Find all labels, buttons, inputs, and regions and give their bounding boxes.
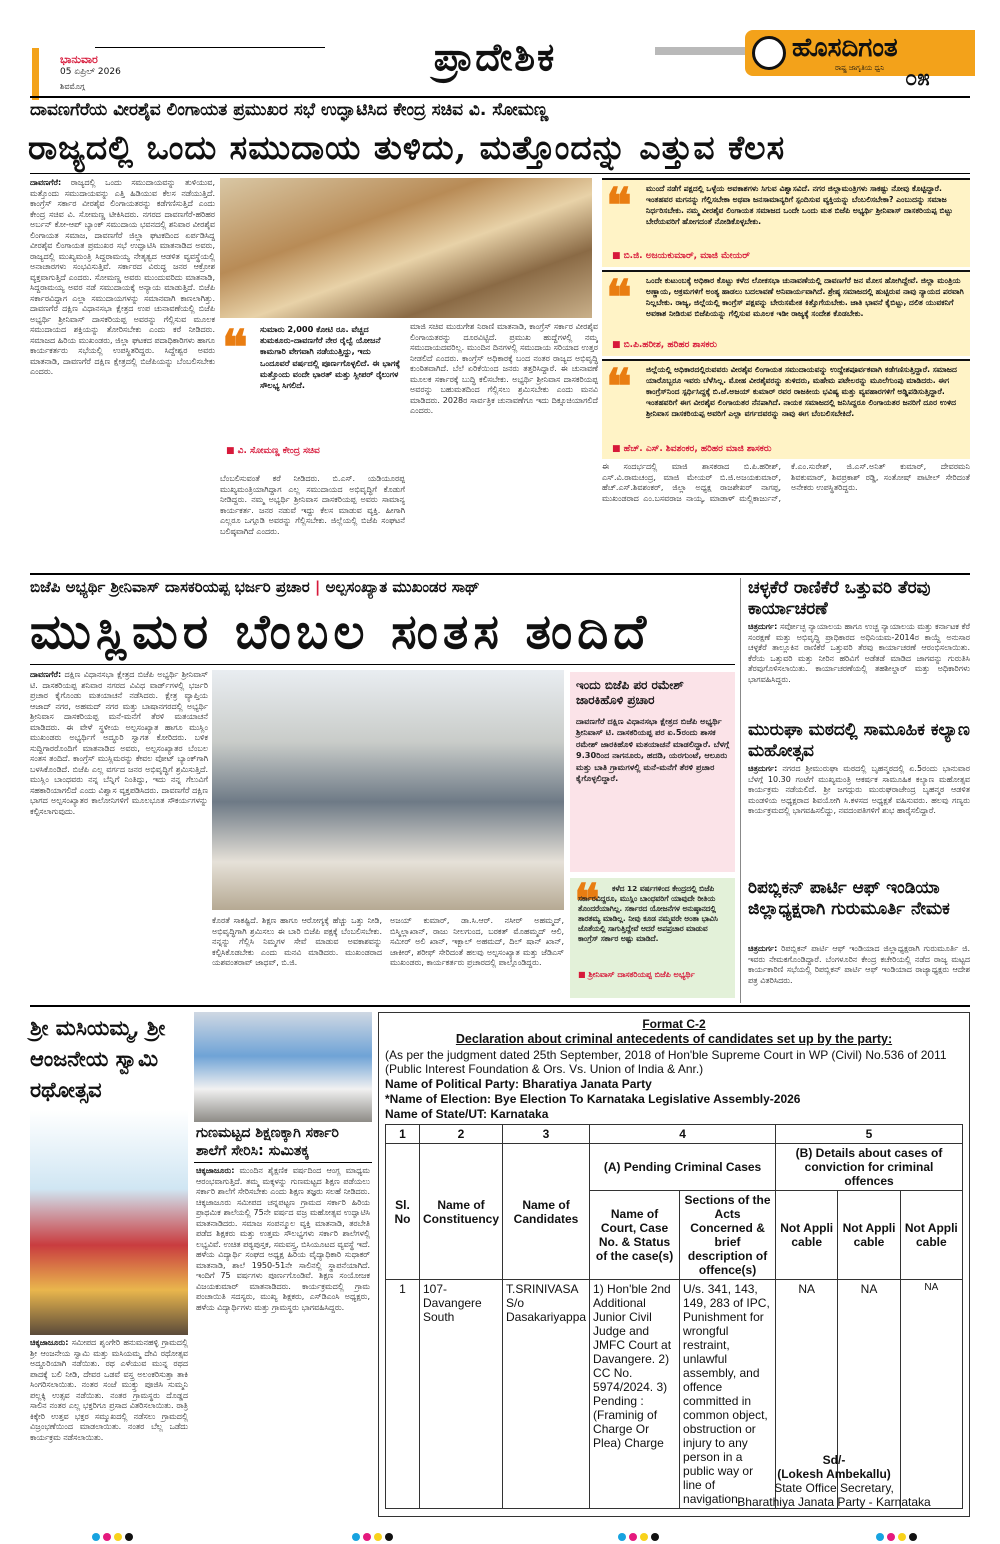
row-sections: U/s. 341, 143, 149, 283 of IPC, Punishment for wrongful restraint, unlawful assembly, and offence committed in common object, obstruction or injury to any person in a public way or line of navigation.: [680, 1280, 776, 1509]
sidebar-story2-title: ಮುರುಘಾ ಮಠದಲ್ಲಿ ಸಾಮೂಹಿಕ ಕಲ್ಯಾಣ ಮಹೋತ್ಸವ: [748, 720, 970, 761]
sidebar-story3-text: ರಿಪಬ್ಲಿಕನ್ ಪಾರ್ಟಿ ಆಫ್ ಇಂಡಿಯಾದ ಜಿಲ್ಲಾಧ್ಯಕ್ಷರಾಗಿ ಗುರುಮೂರ್ತಿ ಜಿ. ಇವರು ನೇಮಕಗೊಂಡಿದ್ದಾರೆ. ಬೆಂಗಳೂರಿನ ಕೇಂದ್ರ ಕಚೇರಿಯಲ್ಲಿ ನಡೆದ ರಾಜ್ಯ ಮಟ್ಟದ ಕಾರ್ಯಕಾರಿಣಿ ಸಭೆಯಲ್ಲಿ ರಿಪಬ್ಲಿಕನ್ ಪಾರ್ಟಿ ಆಫ್ ಇಂಡಿಯಾದ ರಾಜ್ಯಾಧ್ಯಕ್ಷರು ಆದೇಶ ಪತ್ರ ವಿತರಿಸಿದರು.: [748, 944, 970, 985]
sidebar-story3-title: ರಿಪಬ್ಲಿಕನ್ ಪಾರ್ಟಿ ಆಫ್ ಇಂಡಿಯಾ ಜಿಲ್ಲಾಧ್ಯಕ್ಷರಾಗಿ ಗುರುಮೂರ್ತಿ ನೇಮಕ: [748, 878, 950, 919]
brand-tagline: ರಾಷ್ಟ್ರ ಜಾಗೃತಿಯ ಧ್ವನಿ: [835, 64, 885, 72]
rathotsava-photo: [30, 1110, 188, 1335]
legal-notice: [378, 1012, 970, 1517]
row-sl: 1: [386, 1280, 420, 1509]
row-constituency: 107-Davangere South: [420, 1280, 503, 1509]
header-dateline: [60, 54, 121, 78]
lead-body-col2: ಬೆಂಬಲಿಸುವಂತೆ ಕರೆ ನೀಡಿದರು. ಬಿ.ಎಸ್. ಯಡಿಯೂರಪ್ಪ ಮುಖ್ಯಮಂತ್ರಿಯಾಗಿದ್ದಾಗ ಎಲ್ಲ ಸಮುದಾಯದ ಅಭಿವೃದ್ಧಿಗೆ ಕೊಡುಗೆ ನೀಡಿದ್ದರು. ನಮ್ಮ ಅಭ್ಯರ್ಥಿ ಶ್ರೀನಿವಾಸ ದಾಸಕರಿಯಪ್ಪ ಅವರು ಸಾಮಾನ್ಯ ಕಾರ್ಯಕರ್ತ. ಜನರ ನಡುವೆ ಇದ್ದು ಕೆಲಸ ಮಾಡುವ ವ್ಯಕ್ತಿ. ಹೀಗಾಗಿ ಎಲ್ಲರೂ ಒಗ್ಗೂಡಿ ಅವರನ್ನು ಗೆಲ್ಲಿಸಬೇಕು. ಜಿಲ್ಲೆಯಲ್ಲಿ ಬಿಜೆಪಿ ಸಂಘಟನೆ ಬಲಿಷ್ಠವಾಗಿದೆ ಎಂದರು.: [220, 474, 405, 536]
row-na-2: NA: [838, 1280, 900, 1509]
header-court: Name of Court, Case No. & Status of the case(s): [590, 1191, 680, 1280]
legal-signer: (Lokesh Ambekallu): [777, 1467, 891, 1481]
quote-2-author: ■ ಬಿ.ಪಿ.ಹರೀಶ, ಹರಿಹರ ಶಾಸಕರು: [612, 340, 718, 350]
quote-2-text: ಒಂದೇ ಕುಟುಂಬಕ್ಕೆ ಅಧಿಕಾರ ಕೊಟ್ಟು ಕಳೆದ ಲೋಕಸಭಾ ಚುನಾವಣೆಯಲ್ಲಿ ದಾವಣಗೆರೆ ಜನ ಮೋಸ ಹೋಗಿದ್ದೇವೆ. ಜಿಲ್ಲಾ ಮಂತ್ರಿಯ ಅಣ್ಣಾಯ, ಅಕ್ರಮಗಳಿಗೆ ಅಂತ್ಯ ಹಾಡಲು ಬದಲಾವಣೆ ಅನಿವಾರ್ಯವಾಗಿದೆ. ಶ್ರೇಷ್ಠ ಸಮಾಜದಲ್ಲಿ ಹುಟ್ಟಿರುವ ನಾವು ನ್ಯಾಯದ ಪರವಾಗಿ ನಿಲ್ಲಬೇಕು. ರಾಜ್ಯ, ಜಿಲ್ಲೆಯಲ್ಲಿ ಕಾಂಗ್ರೆಸ್ ಪಕ್ಷವನ್ನು ಬೇರುಸಮೇತ ಕಿತ್ತೊಗೆಯಬೇಕು. ಜಾತಿ ಭಾವನೆ ಕೈಬಿಟ್ಟು, ದಲಿತ ಯುವಕನಿಗೆ ಅವಕಾಶ ನೀಡಿರುವ ಬಿಜೆಪಿಯನ್ನು ಗೆಲ್ಲಿಸುವ ಮೂಲಕ ಇಡೀ ರಾಜ್ಯಕ್ಕೆ ಸಂದೇಶ ಕೊಡಬೇಕು.: [646, 276, 964, 318]
lead-body-col4: ಈ ಸಂದರ್ಭದಲ್ಲಿ ಮಾಜಿ ಶಾಸಕರಾದ ಬಿ.ಪಿ.ಹರೀಶ್, ಎಸ್.ವಿ.ರಾಮಚಂದ್ರ, ಮಾಜಿ ಮೇಯರ್ ಬಿ.ಜಿ.ಅಜಯಕುಮಾರ್, ಹೆಚ್.ಎಸ್.ಶಿವಶಂಕರ್, ಜಿಲ್ಲಾ ಅಧ್ಯಕ್ಷ ರಾಜಶೇಖರ್ ನಾಗಪ್ಪ, ಮುಖಂಡರಾದ ಎಂ.ಬಸವರಾಜ ನಾಯ್ಕ, ಮಾಡಾಳ್ ಮಲ್ಲಿಕಾರ್ಜುನ್, ಕೆ.ಎಂ.ಸುರೇಶ್, ಜಿ.ಎಸ್.ಅನಿತ್ ಕುಮಾರ್, ದೇವರಮನಿ ಶಿವಕುಮಾರ್, ಶಿವಪ್ರಕಾಶ್ ರಡ್ಡಿ, ಸಂತೋಷ್ ಪಾಟೀಲ್ ಸೇರಿದಂತೆ ಅನೇಕರು ಉಪಸ್ಥಿತರಿದ್ದರು.: [602, 462, 970, 503]
registration-marks-center: [352, 1526, 396, 1544]
legal-table-num-row: [386, 1125, 963, 1144]
header-na-1: Not Appli cable: [776, 1191, 838, 1280]
lead-bottom-rule: [30, 573, 970, 575]
school-body: [196, 1166, 370, 1518]
registration-marks-right: [876, 1526, 920, 1544]
row-na-1: NA: [776, 1280, 838, 1509]
story2-body-1: ದಕ್ಷಿಣ ವಿಧಾನಸಭಾ ಕ್ಷೇತ್ರದ ಬಿಜೆಪಿ ಅಭ್ಯರ್ಥಿ ಶ್ರೀನಿವಾಸ್ ಟಿ. ದಾಸಕರಿಯಪ್ಪ ಶನಿವಾರ ನಗರದ ವಿವಿಧ ವಾರ್ಡ್‌ಗಳಲ್ಲಿ ಭರ್ಜರಿ ಪ್ರಚಾರ ಕೈಗೊಂಡು ಮತಯಾಚನೆ ನಡೆಸಿದರು. ಕ್ಷೇತ್ರ ವ್ಯಾಪ್ತಿಯ ಆಜಾದ್ ನಗರ, ಅಹಮದ್ ನಗರ ಮತ್ತು ಬಾಷಾನಗರದಲ್ಲಿ ಅಭ್ಯರ್ಥಿ ಶ್ರೀನಿವಾಸ ದಾಸಕರಿಯಪ್ಪ ಮನೆ-ಮನೆಗೆ ತೆರಳಿ ಮತಯಾಚನೆ ಮಾಡಿದರು. ಈ ವೇಳೆ ಸ್ಥಳೀಯ ಅಲ್ಪಸಂಖ್ಯಾತ ಹಾಗೂ ಮುಸ್ಲಿಂ ಮುಖಂಡರು ಅಭ್ಯರ್ಥಿಗೆ ಅದ್ಧೂರಿ ಸ್ವಾಗತ ಕೋರಿದರು. ಬಳಿಕ ಸುದ್ದಿಗಾರರೊಂದಿಗೆ ಮಾತನಾಡಿದ ಅವರು, ಅಲ್ಪಸಂಖ್ಯಾತರ ಬೆಂಬಲ ಸಂತಸ ತಂದಿದೆ. ಕಾಂಗ್ರೆಸ್ ಮುಸ್ಲಿಮರನ್ನು ಕೇವಲ ವೋಟ್ ಬ್ಯಾಂಕ್‌ಗಾಗಿ ಬಳಸಿಕೊಂಡಿದೆ. ಬಿಜೆಪಿ ಎಲ್ಲ ವರ್ಗದ ಜನರ ಅಭಿವೃದ್ಧಿಗೆ ಶ್ರಮಿಸುತ್ತಿದೆ. ಮುಸ್ಲಿಂ ಬಾಂಧವರು ನನ್ನ ಬೆನ್ನಿಗೆ ನಿಂತಿದ್ದು, ಇದು ನನ್ನ ಗೆಲುವಿಗೆ ಸಹಕಾರಿಯಾಗಲಿದೆ ಎಂದು ವಿಶ್ವಾಸ ವ್ಯಕ್ತಪಡಿಸಿದರು. ದಾವಣಗೆರೆ ದಕ್ಷಿಣ ಭಾಗದ ಅಲ್ಪಸಂಖ್ಯಾತರ ಕಾಲೋನಿಗಳಿಗೆ ಮೂಲಭೂತ ಸೌಕರ್ಯಗಳನ್ನು ಕಲ್ಪಿಸಲಾಗುವುದು.: [30, 670, 208, 816]
quote-box-3: [602, 359, 970, 459]
rathotsava-title: ಶ್ರೀ ಮಸಿಯಮ್ಮ, ಶ್ರೀ ಆಂಜನೇಯ ಸ್ವಾಮಿ ರಥೋತ್ಸವ: [30, 1015, 166, 1102]
header-bottom-rule: [30, 96, 970, 98]
sidebar-story1-place: ಚಿತ್ರದುರ್ಗ:: [748, 622, 778, 631]
story2-photo: [212, 670, 564, 910]
rathotsava-text: ಸಮೀಪದ ಶೃಂಗೇರಿ ಹನುಮನಹಳ್ಳಿ ಗ್ರಾಮದಲ್ಲಿ ಶ್ರೀ ಆಂಜನೇಯ ಸ್ವಾಮಿ ಮತ್ತು ಮಸಿಯಮ್ಮ ದೇವಿ ರಥೋತ್ಸವ ಅದ್ದೂರಿಯಾಗಿ ನಡೆಯಿತು. ರಥ ಎಳೆಯುವ ಮುನ್ನ ರಥದ ಪಾದಕ್ಕೆ ಬಲಿ ನೀಡಿ, ದೇವರ ಒಡವೆ ವಸ್ತ್ರ ಅಲಂಕರಿಸುತ್ತಾ ತಾಕಿ ಸಿಂಗರಿಸಲಾಯಿತು. ನಂತರ ಸಂಜೆ ಮುಕ್ತ್ತು ಪೂಜಿಸಿ ಸುಮ್ಮನಿ ಪಲ್ಲಕ್ಕಿ ಉತ್ಸವ ನಡೆಯಿತು. ನಂತರ ಗ್ರಾಮಸ್ಥರು ದೊಡ್ಡದ ಸಾಲಿನ ನಂತರ ಎಲ್ಲ ಭಕ್ತರಿಗೂ ಪ್ರಸಾದ ವಿತರಿಸಲಾಯಿತು. ರಾತ್ರಿ ಕಿಕ್ಕೇರಿ ಉತ್ತವ ಭಕ್ತರ ಸಮ್ಮುಖದಲ್ಲಿ ನಡೆಸಲು ಗ್ರಾಮದಲ್ಲಿ ವಿಜ್ರಂಭಣೆಯಿಂದ ಮಾಡಲಾಯಿತು. ನಂತರ ಬೆಲ್ಲ ಒಡೆದು ಕಾರ್ಯಕ್ರಮ ನಡೆಸಲಾಯಿತು.: [30, 1338, 188, 1442]
legal-state: Name of State/UT: Karnataka: [385, 1107, 549, 1121]
header-constituency: Name of Constituency: [420, 1144, 503, 1280]
lead-headline-rule: [30, 173, 970, 174]
quote-mark-icon: ❝: [222, 320, 248, 376]
story2-headline-rule: [30, 664, 735, 665]
story2-body-col1: [30, 670, 208, 1000]
header-candidates: Name of Candidates: [503, 1144, 590, 1280]
legal-election: *Name of Election: Bye Election To Karnataka Legislative Assembly-2026: [385, 1092, 801, 1106]
sidebar-divider: [740, 578, 741, 1003]
sidebar-story1-text: ಸರ್ವೋಚ್ಛ ನ್ಯಾಯಾಲಯ ಹಾಗೂ ಉಚ್ಚ ನ್ಯಾಯಾಲಯ ಮತ್ತು ಕರ್ನಾಟಕ ಕೆರೆ ಸಂರಕ್ಷಣೆ ಮತ್ತು ಅಭಿವೃದ್ಧಿ ಪ್ರಾಧಿಕಾರದ ಅಧಿನಿಯಮ-2014ರ ಕಾಯ್ದೆ ಅನುಸಾರ ಚಳ್ಳಕೆರೆ ತಾಲ್ಲೂಕಿನ ರಾಣಿಕೆರೆ ಒತ್ತುವರಿ ತೆರವು ಕಾರ್ಯಾಚರಣೆ ಆರಂಭಿಸಲಾಯಿತು. ಕೆರೆಯ ಒತ್ತುವರಿ ಮತ್ತು ನೀರಿನ ಹರಿವಿಗೆ ಅಡೆತಡೆ ಮಾಡಿದ ಜಾಗವನ್ನು ಗುರುತಿಸಿ ತೆರವುಗೊಳಿಸಲಾಯಿತು. ಕಾರ್ಯಾಚರಣೆಯಲ್ಲಿ ತಹಶೀಲ್ದಾರ್ ಮತ್ತು ಅಧಿಕಾರಿಗಳು ಭಾಗವಹಿಸಿದ್ದರು.: [748, 622, 970, 684]
header-sections: Sections of the Acts Concerned & brief description of offence(s): [680, 1191, 776, 1280]
school-title-rule: [194, 1162, 372, 1163]
legal-org: Bharathiya Janata Party - Karnataka: [737, 1495, 931, 1509]
lead-body-1: ರಾಜ್ಯದಲ್ಲಿ ಒಂದು ಸಮುದಾಯವನ್ನು ತುಳಿಯುವ, ಮತ್ತೊಂದು ಸಮುದಾಯವನ್ನು ಎತ್ತಿ ಹಿಡಿಯುವ ಕೆಲಸ ನಡೆಯುತ್ತಿದೆ. ಕಾಂಗ್ರೆಸ್ ಸರ್ಕಾರ ವೀರಶೈವ ಲಿಂಗಾಯತರನ್ನು ಕಡೆಗಣಿಸುತ್ತಿದೆ ಎಂದು ಕೇಂದ್ರ ಸಚಿವ ವಿ. ಸೋಮಣ್ಣ ಟೀಕಿಸಿದರು. ನಗರದ ದಾವಣಗೆರೆ-ಹರಿಹರ ಅರ್ಬನ್ ಕೋ-ಆಪ್ ಬ್ಯಾಂಕ್ ಸಮುದಾಯ ಭವನದಲ್ಲಿ ಶನಿವಾರ ವೀರಶೈವ ಲಿಂಗಾಯತ ಸಮಾಜ, ದಾವಣಗೆರೆ ಜಿಲ್ಲಾ ಘಟಕದಿಂದ ಏರ್ಪಡಿಸಿದ್ದ ವೀರಶೈವ ಲಿಂಗಾಯತ ಪ್ರಮುಖರ ಸಭೆ ಉದ್ಘಾಟಿಸಿ ಮಾತನಾಡಿದ ಅವರು, ರಾಜ್ಯದಲ್ಲಿ ಮುಖ್ಯಮಂತ್ರಿ ಸಿದ್ದರಾಮಯ್ಯ ನೇತೃತ್ವದ ಆಡಳಿತ ವ್ಯವಸ್ಥೆಯಲ್ಲಿ ಅನಾಚಾರಗಳು ಸಂಭವಿಸುತ್ತಿವೆ. ಸರ್ಕಾರದ ವಿರುದ್ಧ ಜನರ ಆಕ್ರೋಶ ವ್ಯಕ್ತವಾಗುತ್ತಿದೆ ಎಂದರು. ಸೋಮಣ್ಣ ಅವರು ಮುಂದುವರಿದು ಮಾತನಾಡಿ, ಸಿದ್ದರಾಮಯ್ಯ ಅವರ ನಡೆ ಸಮುದಾಯಕ್ಕೆ ಅನ್ಯಾಯ ಮಾಡುತ್ತಿದೆ. ಬಿಜೆಪಿ ಸರ್ಕಾರವಿದ್ದಾಗ ಎಲ್ಲಾ ಸಮುದಾಯಗಳನ್ನು ಸಮಾನವಾಗಿ ಕಾಣಲಾಗಿತ್ತು. ದಾವಣಗೆರೆ ದಕ್ಷಿಣ ವಿಧಾನಸಭಾ ಕ್ಷೇತ್ರದ ಉಪ ಚುನಾವಣೆಯಲ್ಲಿ ಬಿಜೆಪಿ ಅಭ್ಯರ್ಥಿ ಶ್ರೀನಿವಾಸ್ ದಾಸಕರಿಯಪ್ಪ ಅವರನ್ನು ಗೆಲ್ಲಿಸುವ ಮೂಲಕ ಸಮುದಾಯದ ಶಕ್ತಿಯನ್ನು ತೋರಿಸಬೇಕು ಎಂದು ಕರೆ ನೀಡಿದರು. ಸಮಾಜದ ಹಿರಿಯ ಮುಖಂಡರು, ಜಿಲ್ಲಾ ಘಟಕದ ಪದಾಧಿಕಾರಿಗಳು ಹಾಗೂ ಕಾರ್ಯಕರ್ತರು ಸಭೆಯಲ್ಲಿ ಉಪಸ್ಥಿತರಿದ್ದರು. ಸಿದ್ದೇಶ್ವರ ಅವರು ಮಾತನಾಡಿ, ದಾವಣಗೆರೆ ದಕ್ಷಿಣ ಕ್ಷೇತ್ರದಲ್ಲಿ ಬಿಜೆಪಿಯನ್ನು ಬೆಂಬಲಿಸಬೇಕು ಎಂದರು.: [30, 178, 215, 376]
story2-kicker-b: ಅಲ್ಪಸಂಖ್ಯಾತ ಮುಖಂಡರ ಸಾಥ್: [325, 578, 480, 596]
rathotsava-body: [30, 1338, 188, 1518]
legal-table-group-row: [386, 1144, 963, 1191]
pink-box: [570, 672, 735, 872]
quote-1-text: ಮುಂದೆ ನಡೆಗೆ ಪಕ್ಷದಲ್ಲಿ ಒಳ್ಳೆಯ ಅವಕಾಶಗಳು ಸಿಗುವ ವಿಶ್ವಾಸವಿದೆ. ನಗರ ಜಿಲ್ಲಾಮಂತ್ರಿಗಳು ಸಾಕಷ್ಟು ನೋವು ಕೊಟ್ಟಿದ್ದಾರೆ. ಇಂತಹವರ ಮಗನನ್ನು ಗೆಲ್ಲಿಸಬೇಕಾ ಅಥವಾ ಜನಸಾಮಾನ್ಯರಿಗೆ ಸ್ಪಂದಿಸುವ ವ್ಯಕ್ತಿಯನ್ನು ಬೆಂಬಲಿಸಬೇಕಾ? ಎಂಬುದನ್ನು ಸಮಾಜ ನಿರ್ಧರಿಸಬೇಕು. ನಮ್ಮ ವೀರಶೈವ ಲಿಂಗಾಯತ ಸಮಾಜದ ಒಂದೇ ಒಂದು ಮತ ಬಿಜೆಪಿ ಅಭ್ಯರ್ಥಿ ಶ್ರೀನಿವಾಸ್ ದಾಸಕರಿಯಪ್ಪ ಬಿಟ್ಟು ಬೇರೆಯವರಿಗೆ ಹೋಗದಂತೆ ನೋಡಿಕೊಳ್ಳಬೇಕು.: [646, 184, 953, 226]
quote-mark-icon: ❝: [574, 874, 600, 930]
header-sl: Sl. No: [386, 1144, 420, 1280]
school-place: ಚಿಕ್ಕಜಾಜೂರು:: [196, 1166, 235, 1175]
col-num-5: 5: [776, 1125, 963, 1144]
header-gray-bar: [655, 47, 745, 55]
legal-table: [385, 1124, 963, 1509]
lead-quote-box: [220, 322, 405, 472]
page-number: ೦೫: [905, 66, 930, 91]
registration-marks-mid: [618, 1526, 662, 1544]
header-city: ಶಿವಮೊಗ್ಗ: [60, 82, 85, 91]
col-num-3: 3: [503, 1125, 590, 1144]
story2-kicker-sep: |: [314, 578, 326, 596]
lead-photo: [220, 178, 592, 318]
lead-place: ದಾವಣಗೆರೆ:: [30, 178, 62, 187]
quote-3-text: ಜಿಲ್ಲೆಯಲ್ಲಿ ಅಧಿಕಾರದಲ್ಲಿರುವವರು ವೀರಶೈವ ಲಿಂಗಾಯತ ಸಮುದಾಯವನ್ನು ಉದ್ದೇಶಪೂರ್ವಕವಾಗಿ ಕಡೆಗಣಿಸುತ್ತಿದ್ದಾರೆ. ಸಮಾಜದ ಯಾರೊಬ್ಬರೂ ಇವರು ಬೆಳೆಸಿಲ್ಲ. ಮೋಹ ವೀರಶೈವರನ್ನು ತುಳಿದರು, ಮಹೇಮ ಪಟೇಲರನ್ನು ಮೂಲೆಗುಂಪು ಮಾಡಿದರು. ಈಗ ಕಾಂಗ್ರೆಸ್‌ನಿಂದ ಸ್ಪರ್ಧಿಸಿದ್ದಕ್ಕೆ ಬಿ.ಜೆ.ಅಜಯ್ ಕುಮಾರ್ ರವರ ರಾಜಕೀಯ ಭವಿಷ್ಯ ಮತ್ತು ವ್ಯವಹಾರಗಳಿಗೆ ಅಡ್ಡಿಪಡಿಸುತ್ತಿದ್ದಾರೆ. ಇಂತಹವರಿಗೆ ಈಗ ವೀರಶೈವ ಲಿಂಗಾಯತರ ನೆನಪಾಗಿದೆ. ನಾಯಕ ಸಮಾಜದಲ್ಲಿ ಜನಿಸಿದ್ದರೂ ಲಿಂಗಾಯತರ ಜನರಿಗೆ ದೂರ ಉಳಿದ ಶ್ರೀನಿವಾಸ ದಾಸಕರಿಯಪ್ಪ ಅವರಿಗೆ ಎಲ್ಲಾ ವರ್ಗದವರನ್ನು ನಾವು ಈಗ ಬೆಂಬಲಿಸಬೇಕಿದೆ.: [646, 365, 957, 418]
header-na-3: Not Appli cable: [900, 1191, 962, 1280]
quote-mark-icon: ❝: [606, 178, 632, 234]
header-na-2: Not Appli cable: [838, 1191, 900, 1280]
story2-place: ದಾವಣಗೆರೆ:: [30, 670, 62, 679]
quote-box-1: [602, 178, 970, 267]
story2-headline: ಮುಸ್ಲಿಮರ ಬೆಂಬಲ ಸಂತಸ ತಂದಿದೆ: [30, 604, 652, 660]
rathotsava-place: ಚಿಕ್ಕಜಾಜೂರು:: [30, 1338, 69, 1347]
sidebar-story2-place: ಚಿತ್ರದುರ್ಗ:: [748, 764, 778, 773]
col-num-2: 2: [420, 1125, 503, 1144]
quote-3-author: ■ ಹೆಚ್. ಎಸ್. ಶಿವಶಂಕರ, ಹರಿಹರ ಮಾಜಿ ಶಾಸಕರು: [612, 444, 772, 454]
header-top-rule: [95, 47, 325, 48]
row-candidate: T.SRINIVASA S/o Dasakariyappa: [503, 1280, 590, 1509]
sidebar-story3-body: [748, 944, 970, 1002]
brand-name: ಹೊಸದಿಗಂತ: [792, 33, 898, 63]
green-box: [570, 874, 735, 998]
brand-logo-icon: [752, 36, 786, 70]
row-na-3: NA: [900, 1280, 962, 1509]
story2-kicker-a: ಬಿಜೆಪಿ ಅಭ್ಯರ್ಥಿ ಶ್ರೀನಿವಾಸ್ ದಾಸಕರಿಯಪ್ಪ ಭರ್ಜರಿ ಪ್ರಚಾರ: [30, 578, 310, 596]
story2-bottom-rule: [30, 1005, 970, 1007]
lead-headline: ರಾಜ್ಯದಲ್ಲಿ ಒಂದು ಸಮುದಾಯ ತುಳಿದು, ಮತ್ತೊಂದನ್ನು ಎತ್ತುವ ಕೆಲಸ: [28, 128, 786, 167]
registration-marks-left: [92, 1526, 136, 1544]
legal-judgment: (As per the judgment dated 25th September, 2018 of Hon'ble Supreme Court in WP (Civil) No.536 of 2011 (Public Interest Foundation & Ors. Vs. Union of India & Anr.): [385, 1048, 947, 1076]
col-num-1: 1: [386, 1125, 420, 1144]
lead-body-col3: ಮಾಜಿ ಸಚಿವ ಮುರುಗೇಶ ನಿರಾಣಿ ಮಾತನಾಡಿ, ಕಾಂಗ್ರೆಸ್ ಸರ್ಕಾರ ವೀರಶೈವ ಲಿಂಗಾಯತರನ್ನು ದೂರವಿಟ್ಟಿದೆ. ಪ್ರಮುಖ ಹುದ್ದೆಗಳಲ್ಲಿ ನಮ್ಮ ಸಮುದಾಯದವರಿಲ್ಲ. ಮುಂದಿನ ದಿನಗಳಲ್ಲಿ ಸಮುದಾಯ ಸರಿಯಾದ ಉತ್ತರ ನೀಡಲಿದೆ ಎಂದರು. ಕಾಂಗ್ರೆಸ್ ಅಧಿಕಾರಕ್ಕೆ ಬಂದ ನಂತರ ರಾಜ್ಯದ ಅಭಿವೃದ್ಧಿ ಕುಂಠಿತವಾಗಿದೆ. ಬೆಲೆ ಏರಿಕೆಯಿಂದ ಜನರು ತತ್ತರಿಸಿದ್ದಾರೆ. ಈ ಚುನಾವಣೆ ಮೂಲಕ ಸರ್ಕಾರಕ್ಕೆ ಬುದ್ಧಿ ಕಲಿಸಬೇಕು. ಅಭ್ಯರ್ಥಿ ಶ್ರೀನಿವಾಸ ದಾಸಕರಿಯಪ್ಪ ಅವರನ್ನು ಬಹುಮತದಿಂದ ಗೆಲ್ಲಿಸಲು ಶ್ರಮಿಸಬೇಕು ಎಂದು ಮನವಿ ಮಾಡಿದರು. 2028ರ ಸಾರ್ವತ್ರಿಕ ಚುನಾವಣೆಗೂ ಇದು ದಿಕ್ಸೂಚಿಯಾಗಲಿದೆ ಎಂದರು.: [410, 322, 598, 415]
col-num-4: 4: [590, 1125, 776, 1144]
quote-box-2: [602, 270, 970, 356]
story2-kicker: [30, 578, 735, 596]
legal-signature: [709, 1453, 959, 1509]
lead-quote-text: ಸುಮಾರು 2,000 ಕೋಟಿ ರೂ. ವೆಚ್ಚದ ತುಮಕೂರು-ದಾವಣಗೆರೆ ನೇರ ರೈಲ್ವೆ ಯೋಜನೆ ಕಾಮಗಾರಿ ವೇಗವಾಗಿ ನಡೆಯುತ್ತಿದ್ದು, ಇದು ಒಂದೂವರೆ ವರ್ಷದಲ್ಲಿ ಪೂರ್ಣಗೊಳ್ಳಲಿದೆ. ಈ ಭಾಗಕ್ಕೆ ಮತ್ತೊಂದು ವಂದೇ ಭಾರತ್ ಮತ್ತು ಸ್ಲೀಪರ್ ರೈಲುಗಳ ಸೌಲಭ್ಯ ಸಿಗಲಿದೆ.: [260, 324, 401, 391]
green-box-author: ■ ಶ್ರೀನಿವಾಸ್ ದಾಸಕರಿಯಪ್ಪ ಬಿಜೆಪಿ ಅಭ್ಯರ್ಥಿ: [578, 970, 695, 979]
lead-quote-author: ■ ವಿ. ಸೋಮಣ್ಣ ಕೇಂದ್ರ ಸಚಿವ: [226, 446, 320, 456]
sidebar-story1-body: [748, 622, 970, 718]
legal-sd: Sd/-: [822, 1453, 846, 1467]
quote-mark-icon: ❝: [606, 270, 632, 326]
legal-title: Declaration about criminal antecedents of candidates set up by the party:: [455, 1032, 893, 1046]
legal-designation: State Office Secretary,: [774, 1481, 894, 1495]
group-a-header: (A) Pending Criminal Cases: [590, 1144, 776, 1191]
quote-mark-icon: ❝: [606, 359, 632, 415]
section-title: ಪ್ರಾದೇಶಿಕ: [433, 34, 557, 79]
row-court: 1) Hon'ble 2nd Additional Junior Civil Judge and JMFC Court at Davangere. 2) CC No. 5974/2024. 3) Pending : (Framinig of Charge Or Plea) Charge: [590, 1280, 680, 1509]
quote-1-author: ■ ಬಿ.ಜಿ. ಅಜಯಕುಮಾರ್, ಮಾಜಿ ಮೇಯರ್: [612, 251, 750, 261]
sidebar-story3-place: ಚಿತ್ರದುರ್ಗ:: [748, 944, 778, 953]
legal-format: Format C-2: [642, 1017, 706, 1031]
sidebar-story1-title: ಚಳ್ಳಕೆರೆ ರಾಣಿಕೆರೆ ಒತ್ತುವರಿ ತೆರವು ಕಾರ್ಯಾಚರಣೆ: [748, 578, 931, 619]
header-date: 05 ಏಪ್ರಿಲ್ 2026: [60, 67, 121, 77]
header-left-rule: [32, 48, 39, 100]
header-day: ಭಾನುವಾರ: [60, 53, 98, 66]
school-text: ಮುಂದಿನ ಶೈಕ್ಷಣಿಕ ವರ್ಷದಿಂದ ಆಂಗ್ಲ ಮಾಧ್ಯಮ ಆರಂಭವಾಗುತ್ತಿದೆ. ತಮ್ಮ ಮಕ್ಕಳನ್ನು ಗುಣಮಟ್ಟದ ಶಿಕ್ಷಣ ಪಡೆಯಲು ಸರ್ಕಾರಿ ಶಾಲೆಗೆ ಸೇರಿಸಬೇಕು ಎಂದು ಶಿಕ್ಷಣ ತಜ್ಞರು ಸಲಹೆ ನೀಡಿದರು. ಚಿಕ್ಕಜಾಜೂರು ಸಮೀಪದ ಚನ್ನಪಟ್ಟಣ ಗ್ರಾಮದ ಸರ್ಕಾರಿ ಹಿರಿಯ ಪ್ರಾಥಮಿಕ ಶಾಲೆಯಲ್ಲಿ 75ನೇ ವರ್ಷದ ವಜ್ರ ಮಹೋತ್ಸವ ಉದ್ಘಾಟಿಸಿ ಮಾತನಾಡಿದರು. ಸಮಾಜ ಸಂಪನ್ಮೂಲ ವ್ಯಕ್ತಿ ಮಾತನಾಡಿ, ತರಬೇತಿ ಪಡೆದ ಶಿಕ್ಷಕರು ಮತ್ತು ಉತ್ತಮ ಸೌಲಭ್ಯಗಳು ಸರ್ಕಾರಿ ಶಾಲೆಗಳಲ್ಲಿ ಲಭ್ಯವಿವೆ. ಉಚಿತ ಪಠ್ಯಪುಸ್ತಕ, ಸಮವಸ್ತ್ರ, ಬಿಸಿಯೂಟದ ವ್ಯವಸ್ಥೆ ಇದೆ. ಹಳೆಯ ವಿದ್ಯಾರ್ಥಿ ಸಂಘದ ಅಧ್ಯಕ್ಷ ಹಿರಿಯ ವೈದ್ಯಾಧಿಕಾರಿ ಸುಧಾಕರ್ ಮಾತನಾಡಿ, ಶಾಲೆ 1950-51ನೇ ಸಾಲಿನಲ್ಲಿ ಸ್ಥಾಪನೆಯಾಗಿದೆ. ಇಂದಿಗೆ 75 ವರ್ಷಗಳು ಪೂರ್ಣಗೊಂಡಿವೆ. ಶಿಕ್ಷಣ ಸಂಯೋಜಕ ವಿಜಯಕುಮಾರ್ ಮಾತನಾಡಿದರು. ಕಾರ್ಯಕ್ರಮದಲ್ಲಿ ಗ್ರಾಮ ಪಂಚಾಯಿತಿ ಸದಸ್ಯರು, ಮುಖ್ಯ ಶಿಕ್ಷಕರು, ಎಸ್‌ಡಿಎಂಸಿ ಅಧ್ಯಕ್ಷರು, ಹಳೆಯ ವಿದ್ಯಾರ್ಥಿಗಳು ಮತ್ತು ಗ್ರಾಮಸ್ಥರು ಭಾಗವಹಿಸಿದ್ದರು.: [196, 1166, 370, 1312]
school-photo: [194, 1012, 372, 1122]
sidebar-story2-body: [748, 764, 970, 874]
green-box-text: ಕಳೆದ 12 ವರ್ಷಗಳಿಂದ ಕೇಂದ್ರದಲ್ಲಿ ಬಿಜೆಪಿ ಸರ್ಕಾರವಿದ್ದರೂ, ಮುಸ್ಲಿಂ ಬಾಂಧವರಿಗೆ ಯಾವುದೇ ರೀತಿಯ ತೊಂದರೆಯಾಗಿಲ್ಲ. ಸರ್ಕಾರದ ಯೋಜನೆಗಳ ಅನುಷ್ಠಾನದಲ್ಲಿ ತಾರತಮ್ಯ ಮಾಡಿಲ್ಲ. ನೀವು ಕೂಡ ನಮ್ಮವರೇ ಅಂತಾ ಭಾವಿಸಿ ಜೊತೆಯಲ್ಲಿ ಸಾಗುತ್ತಿದ್ದೇವೆ ಆದರೆ ಅಪಪ್ರಚಾರ ಮಾಡುವ ಕಾಂಗ್ರೆಸ್ ಸರ್ಕಾರ ಅಷ್ಟು ಮಾಡಿದೆ.: [578, 884, 718, 943]
pink-box-title: ಇಂದು ಬಿಜೆಪಿ ಪರ ರಮೇಶ್ ಜಾರಕಿಹೊಳಿ ಪ್ರಚಾರ: [576, 678, 684, 707]
school-title: ಗುಣಮಟ್ಟದ ಶಿಕ್ಷಣಕ್ಕಾಗಿ ಸರ್ಕಾರಿ ಶಾಲೆಗೆ ಸೇರಿಸಿ: ಸುಮಿತಕ್ಕ: [196, 1125, 339, 1159]
group-b-header: (B) Details about cases of conviction for criminal offences: [776, 1144, 963, 1191]
lead-body-col1: [30, 178, 215, 470]
story2-body-col2: ಕೊರತೆ ಸಾಕಷ್ಟಿದೆ. ಶಿಕ್ಷಣ ಹಾಗೂ ಆರೋಗ್ಯಕ್ಕೆ ಹೆಚ್ಚು ಒತ್ತು ನೀಡಿ, ಅಭಿವೃದ್ಧಿಗಾಗಿ ಶ್ರಮಿಸಲು ಈ ಬಾರಿ ಬಿಜೆಪಿ ಪಕ್ಷಕ್ಕೆ ಬೆಂಬಲಿಸಬೇಕು. ನನ್ನನ್ನು ಗೆಲ್ಲಿಸಿ ನಿಮ್ಮಗಳ ಸೇವೆ ಮಾಡುವ ಅವಕಾಶವನ್ನು ಕಲ್ಪಿಸಿಕೊಡಬೇಕು ಎಂದು ಮನವಿ ಮಾಡಿದರು. ಮುಖಂಡರಾದ ಯಶವಂತರಾವ್ ಜಾಧವ್, ಬಿ.ಜಿ.: [212, 916, 382, 967]
pink-box-text: ದಾವಣಗೆರೆ ದಕ್ಷಿಣ ವಿಧಾನಸಭಾ ಕ್ಷೇತ್ರದ ಬಿಜೆಪಿ ಅಭ್ಯರ್ಥಿ ಶ್ರೀನಿವಾಸ್ ಟಿ. ದಾಸಕರಿಯಪ್ಪ ಪರ ಏ.5ರಂದು ಶಾಸಕ ರಮೇಶ್ ಜಾರಕಿಹೊಳಿ ಮತಯಾಚನೆ ಮಾಡಲಿದ್ದಾರೆ. ಬೆಳಗ್ಗೆ 9.30ರಿಂದ ನಾಗನೂರು, ಹದಡಿ, ಯರಗುಂಟೆ, ಆಲೂರು ಮತ್ತು ಬಾತಿ ಗ್ರಾಮಗಳಲ್ಲಿ ಮನೆ-ಮನೆಗೆ ತೆರಳಿ ಪ್ರಚಾರ ಕೈಗೊಳ್ಳಲಿದ್ದಾರೆ.: [576, 716, 730, 784]
story2-body-col3: ಅಜಯ್ ಕುಮಾರ್, ಡಾ.ಸಿ.ಆರ್. ನಸೀರ್ ಅಹಮ್ಮದ್, ಬಿಸ್ಮಿಲ್ಲಾಖಾನ್, ರಾಜು ನೀಲಗುಂದ, ಬರಕತ್ ಮೊಹಮ್ಮದ್ ಆಲಿ, ಸಮೀರ್ ಅಲಿ ಖಾನ್, ಇಕ್ಬಾಲ್ ಅಹಮದ್, ದಿಲ್ ಷಾನ್ ಖಾನ್, ಜಾಕೀರ್, ಶರೀಫ್ ಸೇರಿದಂತೆ ಹಲವು ಅಲ್ಪಸಂಖ್ಯಾತ ಮತ್ತು ಜೆಡಿಎಸ್ ಮುಖಂಡರು, ಕಾರ್ಯಕರ್ತರು ಪ್ರಚಾರದಲ್ಲಿ ಪಾಲ್ಗೊಂಡಿದ್ದರು.: [390, 916, 564, 967]
legal-party: Name of Political Party: Bharatiya Janata Party: [385, 1077, 652, 1091]
lead-kicker: ದಾವಣಗೆರೆಯ ವೀರಶೈವ ಲಿಂಗಾಯತ ಪ್ರಮುಖರ ಸಭೆ ಉದ್ಘಾಟಿಸಿದ ಕೇಂದ್ರ ಸಚಿವ ವಿ. ಸೋಮಣ್ಣ: [30, 100, 549, 120]
sidebar-story2-text: ನಗರದ ಶ್ರೀಮುರುಘಾ ಮಠದಲ್ಲಿ ಬೃಹನ್ಮಠದಲ್ಲಿ ಏ.5ರಂದು ಭಾನುವಾರ ಬೆಳಗ್ಗೆ 10.30 ಗಂಟೆಗೆ ಮುಖ್ಯಮಂತ್ರಿ ಆಕರ್ಷಕ ಸಾಮೂಹಿಕ ಕಲ್ಯಾಣ ಮಹೋತ್ಸವ ಕಾರ್ಯಕ್ರಮ ನಡೆಯಲಿದೆ. ಶ್ರೀ ಜಗದ್ಗುರು ಮುರುಘರಾಜೇಂದ್ರ ಬೃಹನ್ಮಠ ಆಡಳಿತ ಮಂಡಳಿಯ ಅಧ್ಯಕ್ಷರಾದ ಶಿವಯೋಗಿ ಸಿ.ಕಳಸದ ಅಧ್ಯಕ್ಷತೆ ವಹಿಸುವರು. ಹಲವು ಗಣ್ಯರು ಕಾರ್ಯಕ್ರಮದಲ್ಲಿ ಭಾಗವಹಿಸಲಿದ್ದು, ನವದಂಪತಿಗಳಿಗೆ ಶುಭ ಹಾರೈಸಲಿದ್ದಾರೆ.: [748, 764, 970, 815]
